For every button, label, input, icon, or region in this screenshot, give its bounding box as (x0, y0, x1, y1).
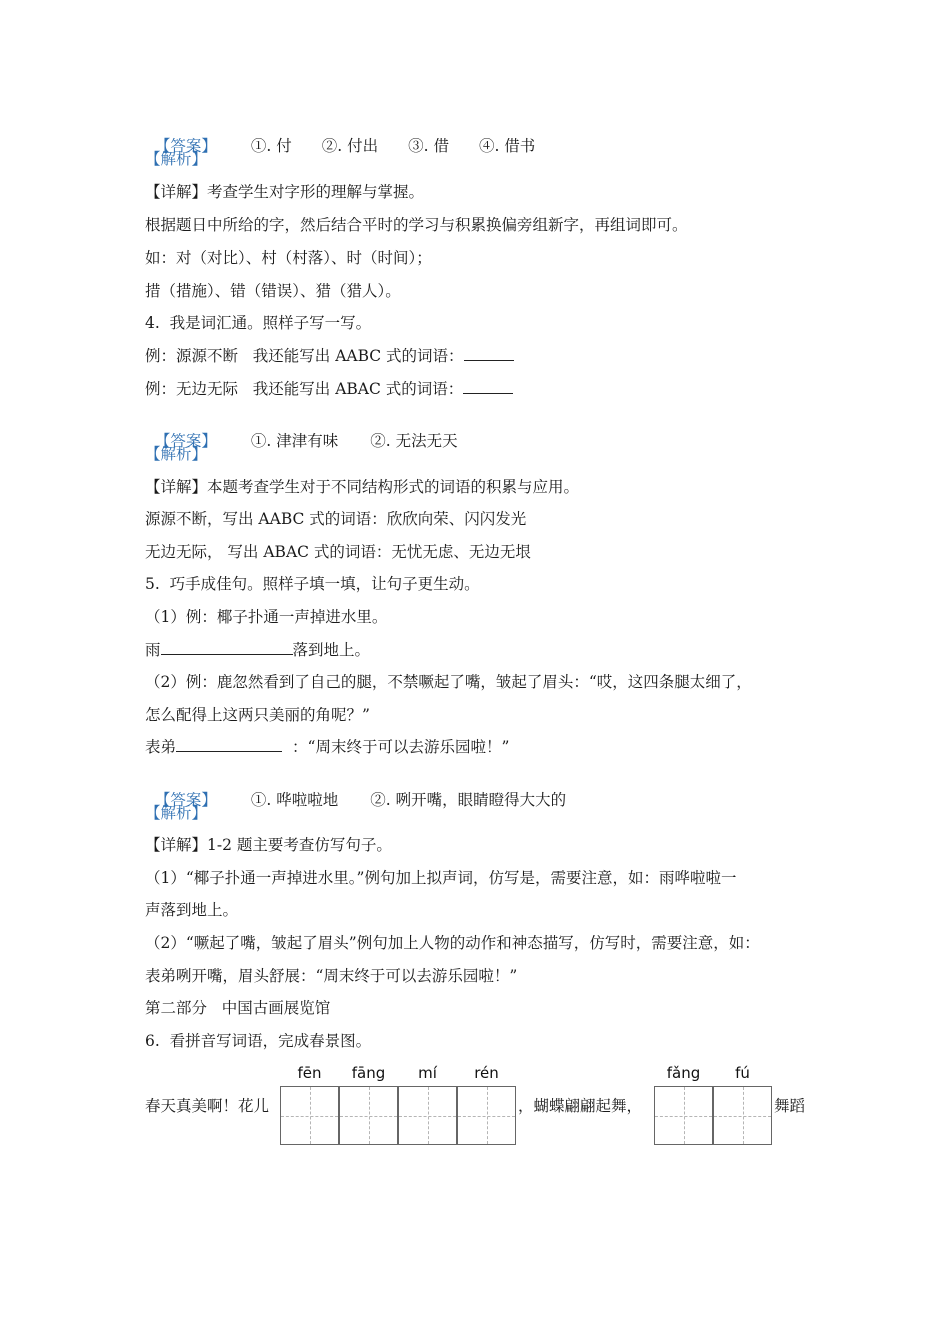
q3-line: 如：对（对比）、村（村落）、时（时间）； (145, 249, 432, 267)
q4-line: 无边无际， 写出 ABAC 式的词语：无忧无虑、无边无垠 (145, 543, 531, 561)
answer-item: ②. 无法无天 (370, 432, 458, 450)
q4-line: 源源不断，写出 AABC 式的词语：欣欣向荣、闪闪发光 (145, 510, 527, 528)
detail-tag: 【详解】 (145, 478, 208, 496)
answer-item: ①. 付 (250, 137, 292, 155)
q6-title: 6. 看拼音写词语，完成春景图。 (145, 1032, 372, 1050)
answer-item: ①. 津津有味 (250, 432, 339, 450)
q6-text-post: 舞蹈 (774, 1097, 806, 1115)
q3-line: 根据题日中所给的字，然后结合平时的学习与积累换偏旁组新字，再组词即可。 (145, 216, 688, 234)
q5-line: （2）“噘起了嘴，皱起了眉头”例句加上人物的动作和神态描写，仿写时，需要注意，如： (145, 934, 760, 952)
answer-tag: 【答案】 (154, 432, 217, 450)
q5-line: 声落到地上。 (145, 901, 239, 919)
q6-text-pre: 春天真美啊！花儿 (145, 1097, 270, 1115)
q5-line: 表弟咧开嘴，眉头舒展：“周末终于可以去游乐园啦！” (145, 967, 518, 985)
writing-box[interactable] (713, 1086, 772, 1145)
q4-detail: 【详解】本题考查学生对于不同结构形式的词语的积累与应用。 (145, 478, 580, 496)
blank-line (463, 379, 513, 394)
q5-line: （1）“椰子扑通一声掉进水里。”例句加上拟声词，仿写是，需要注意，如：雨哗啦啦一 (145, 869, 737, 887)
q4-example-1: 例：源源不断 我还能写出 AABC 式的词语： (145, 346, 514, 366)
q3-line: 措（措施）、错（错误）、猎（猎人）。 (145, 282, 401, 300)
analysis-tag: 【解析】 (145, 445, 208, 463)
pinyin-label: fēn (297, 1064, 322, 1082)
q4-title: 4. 我是词汇通。照样子写一写。 (145, 314, 372, 332)
section-heading: 第二部分 中国古画展览馆 (145, 999, 331, 1017)
answer-tag: 【答案】 (154, 137, 217, 155)
q5-title: 5. 巧手成佳句。照样子填一填，让句子更生动。 (145, 575, 480, 593)
writing-box[interactable] (339, 1086, 398, 1145)
answer-item: ③. 借 (408, 137, 449, 155)
analysis-tag: 【解析】 (145, 804, 208, 822)
q5-answer-line (145, 770, 566, 810)
writing-box[interactable] (280, 1086, 339, 1145)
q5-p2-example: 怎么配得上这两只美丽的角呢？” (145, 706, 370, 724)
writing-box[interactable] (457, 1086, 516, 1145)
q5-detail: 【详解】1-2 题主要考查仿写句子。 (145, 836, 392, 854)
answer-tag: 【答案】 (154, 791, 217, 809)
answer-item: ④. 借书 (478, 137, 536, 155)
blank-line (161, 640, 293, 655)
detail-tag: 【详解】 (145, 183, 208, 201)
answer-item: ①. 哗啦啦地 (250, 791, 339, 809)
pinyin-label: mí (418, 1064, 437, 1082)
answer-item: ②. 咧开嘴，眼睛瞪得大大的 (370, 791, 567, 809)
q5-p1-fill: 雨 落到地上。 (145, 641, 371, 659)
pinyin-label: rén (474, 1064, 499, 1082)
pinyin-label: fāng (351, 1064, 386, 1082)
analysis-tag: 【解析】 (145, 150, 208, 168)
blank-line (464, 346, 514, 361)
q5-p1-example: （1）例：椰子扑通一声掉进水里。 (145, 608, 388, 626)
q6-text-mid: ，蝴蝶翩翩起舞， (518, 1097, 643, 1115)
blank-line (176, 737, 282, 752)
writing-box[interactable] (398, 1086, 457, 1145)
writing-box[interactable] (654, 1086, 713, 1145)
pinyin-label: fú (735, 1064, 750, 1082)
pinyin-label: fǎng (666, 1064, 701, 1082)
q5-p2-example: （2）例：鹿忽然看到了自己的腿，不禁噘起了嘴，皱起了眉头：“哎，这四条腿太细了， (145, 673, 752, 691)
answer-item: ②. 付出 (321, 137, 379, 155)
q5-p2-fill: 表弟 ：“周末终于可以去游乐园啦！” (145, 738, 510, 756)
detail-tag: 【详解】 (145, 836, 208, 854)
q4-example-2: 例：无边无际 我还能写出 ABAC 式的词语： (145, 379, 513, 399)
q3-detail: 【详解】考查学生对字形的理解与掌握。 (145, 183, 425, 201)
